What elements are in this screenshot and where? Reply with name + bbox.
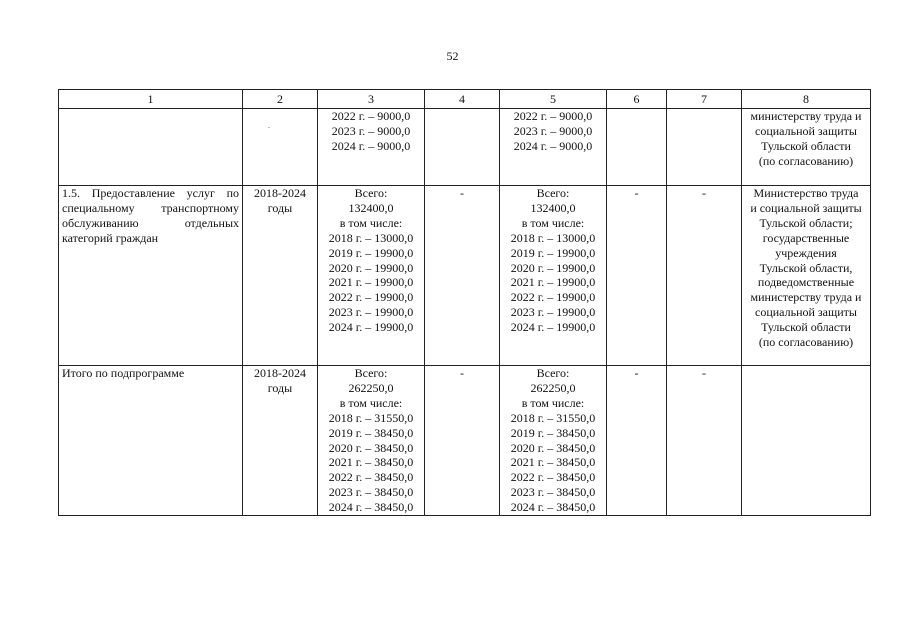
- amount-line: 2022 г. – 38450,0: [510, 470, 596, 485]
- executor-line: (по согласованию): [758, 153, 854, 168]
- amount-line: 2024 г. – 38450,0: [510, 500, 596, 515]
- amount-line: 2021 г. – 38450,0: [328, 455, 414, 470]
- table-row: [59, 186, 871, 366]
- row-col7-cell: -: [667, 186, 742, 366]
- executor-line: Министерство труда: [753, 186, 859, 200]
- amount-line: 2021 г. – 19900,0: [328, 275, 414, 290]
- amount-line: 2023 г. – 38450,0: [510, 485, 596, 500]
- amount-line: 2023 г. – 19900,0: [328, 305, 414, 320]
- row-col7-cell: -: [667, 366, 742, 516]
- program-table: [58, 89, 871, 516]
- amount-line: 2020 г. – 19900,0: [328, 260, 414, 275]
- row-total-cell: [318, 366, 425, 516]
- row-executor-cell: [742, 366, 871, 516]
- executor-line: министерству труда и: [750, 290, 862, 305]
- row-col7-cell: [667, 109, 742, 186]
- amount-line: 2021 г. – 38450,0: [510, 455, 596, 470]
- amount-line: Всего:: [354, 186, 388, 200]
- amount-line: 2021 г. – 19900,0: [510, 275, 596, 290]
- amount-line: 2022 г. – 19900,0: [510, 290, 596, 305]
- amount-line: 132400,0: [348, 200, 394, 215]
- amount-line: 2022 г. – 9000,0: [331, 109, 411, 123]
- amount-line: 132400,0: [530, 200, 576, 215]
- row-col6-cell: [607, 109, 667, 186]
- row-name-cell: 1.5. Предоставление услуг по специальному транспортному обслуживанию отдельных категорий граждан: [59, 186, 243, 366]
- executor-line: и социальной защиты: [750, 200, 862, 215]
- executor-line: (по согласованию): [758, 335, 854, 350]
- column-header-4: 4: [425, 90, 500, 109]
- row-col5-cell: [500, 186, 607, 366]
- executor-line: государственные: [762, 230, 850, 245]
- amount-line: 2022 г. – 19900,0: [328, 290, 414, 305]
- row-col4-cell: -: [425, 366, 500, 516]
- amount-line: 2023 г. – 19900,0: [510, 305, 596, 320]
- row-total-cell: [318, 186, 425, 366]
- amount-line: в том числе:: [339, 395, 403, 410]
- row-col6-cell: -: [607, 366, 667, 516]
- row-col6-cell: -: [607, 186, 667, 366]
- amount-line: 2018 г. – 31550,0: [328, 410, 414, 425]
- amount-line: 2024 г. – 9000,0: [513, 138, 593, 153]
- row-name-cell: [59, 109, 243, 186]
- table-row: [59, 109, 871, 186]
- executor-line: социальной защиты: [755, 123, 857, 138]
- amount-line: Всего:: [536, 186, 570, 200]
- table-row: [59, 366, 871, 516]
- column-header-8: 8: [742, 90, 871, 109]
- amount-line: в том числе:: [339, 215, 403, 230]
- column-header-6: 6: [607, 90, 667, 109]
- amount-line: 2018 г. – 13000,0: [328, 230, 414, 245]
- executor-line: Тульской области;: [759, 215, 853, 230]
- amount-line: 2019 г. – 38450,0: [328, 425, 414, 440]
- amount-line: 2019 г. – 19900,0: [510, 245, 596, 260]
- row-period-cell: 2018-2024 годы: [243, 186, 318, 366]
- amount-line: 2020 г. – 38450,0: [510, 440, 596, 455]
- amount-line: в том числе:: [521, 215, 585, 230]
- row-col4-cell: [425, 109, 500, 186]
- executor-line: министерству труда и: [750, 109, 862, 123]
- amount-line: 2022 г. – 9000,0: [513, 109, 593, 123]
- row-col4-cell: -: [425, 186, 500, 366]
- amount-line: 2023 г. – 38450,0: [328, 485, 414, 500]
- row-executor-cell: [742, 186, 871, 366]
- executor-line: подведомственные: [757, 275, 855, 290]
- amount-line: 2023 г. – 9000,0: [331, 123, 411, 138]
- amount-line: 2024 г. – 19900,0: [328, 320, 414, 335]
- amount-line: Всего:: [536, 366, 570, 380]
- column-header-1: 1: [59, 90, 243, 109]
- amount-line: 2020 г. – 38450,0: [328, 440, 414, 455]
- column-header-7: 7: [667, 90, 742, 109]
- executor-line: Тульской области: [761, 138, 851, 153]
- executor-line: социальной защиты: [755, 305, 857, 320]
- row-period-cell: 2018-2024 годы: [243, 366, 318, 516]
- table-header-row: [59, 90, 871, 109]
- executor-line: учреждения: [775, 245, 837, 260]
- column-header-2: 2: [243, 90, 318, 109]
- amount-line: 2018 г. – 13000,0: [510, 230, 596, 245]
- row-executor-cell: [742, 109, 871, 186]
- row-col5-cell: [500, 109, 607, 186]
- amount-line: 2018 г. – 31550,0: [510, 410, 596, 425]
- amount-line: 2020 г. – 19900,0: [510, 260, 596, 275]
- amount-line: 2024 г. – 19900,0: [510, 320, 596, 335]
- amount-line: Всего:: [354, 366, 388, 380]
- amount-line: 2024 г. – 9000,0: [331, 138, 411, 153]
- amount-line: в том числе:: [521, 395, 585, 410]
- amount-line: 2023 г. – 9000,0: [513, 123, 593, 138]
- row-col5-cell: [500, 366, 607, 516]
- executor-line: Тульской области,: [759, 260, 853, 275]
- column-header-3: 3: [318, 90, 425, 109]
- row-total-cell: [318, 109, 425, 186]
- row-name-cell: Итого по подпрограмме: [59, 366, 243, 516]
- amount-line: 2022 г. – 38450,0: [328, 470, 414, 485]
- amount-line: 2019 г. – 38450,0: [510, 425, 596, 440]
- page-number: 52: [446, 49, 459, 63]
- amount-line: 262250,0: [530, 380, 576, 395]
- amount-line: 262250,0: [348, 380, 394, 395]
- row-period-cell: [243, 109, 318, 186]
- amount-line: 2019 г. – 19900,0: [328, 245, 414, 260]
- amount-line: 2024 г. – 38450,0: [328, 500, 414, 515]
- executor-line: Тульской области: [761, 320, 851, 335]
- column-header-5: 5: [500, 90, 607, 109]
